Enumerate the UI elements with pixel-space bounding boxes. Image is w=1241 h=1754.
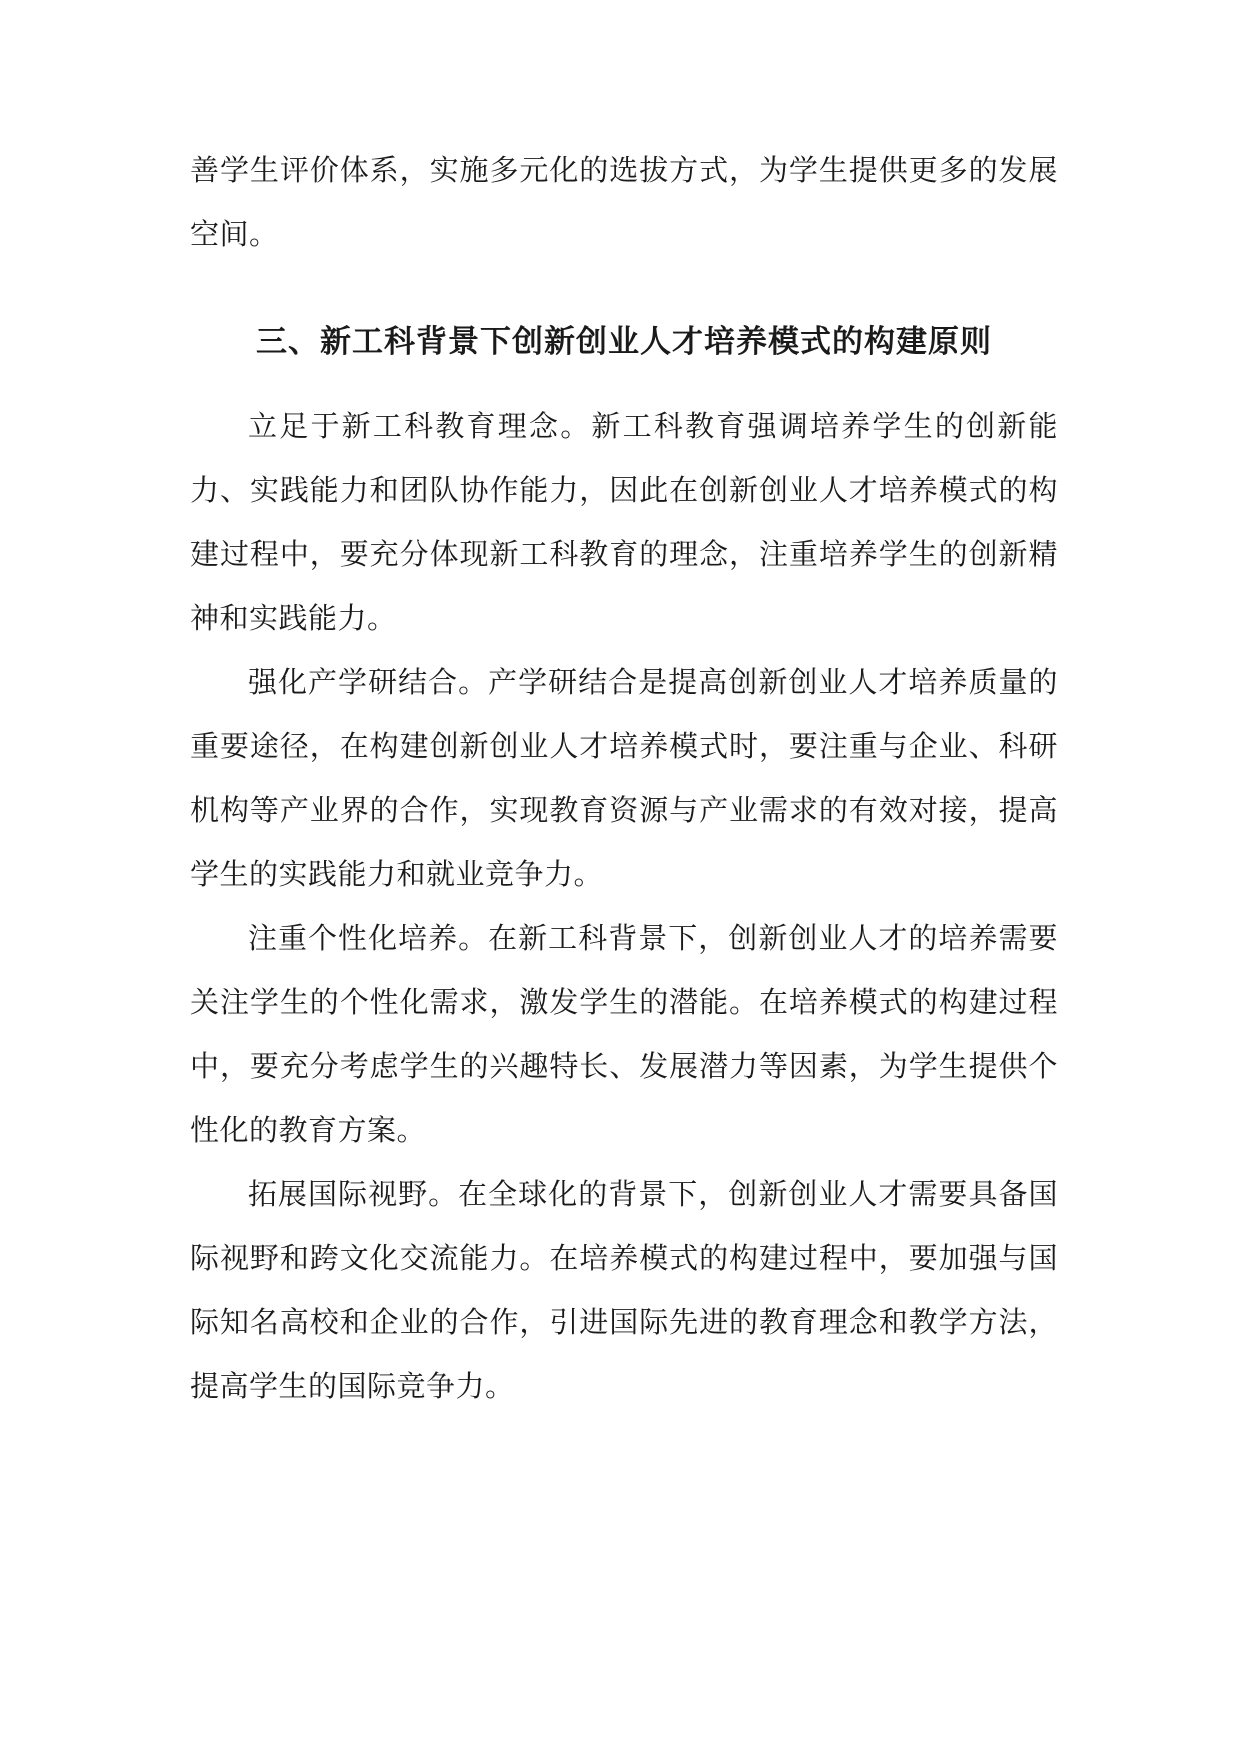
paragraph-principle-2: 强化产学研结合。产学研结合是提高创新创业人才培养质量的重要途径，在构建创新创业人才培养模式时，要注重与企业、科研机构等产业界的合作，实现教育资源与产业需求的有效对接，提高学生的实践能力和就业竞争力。: [190, 665, 1058, 891]
paragraph-principle-4: 拓展国际视野。在全球化的背景下，创新创业人才需要具备国际视野和跨文化交流能力。在培养模式的构建过程中，要加强与国际知名高校和企业的合作，引进国际先进的教育理念和教学方法，提高学生的国际竞争力。: [190, 1177, 1058, 1403]
paragraph-principle-1: 立足于新工科教育理念。新工科教育强调培养学生的创新能力、实践能力和团队协作能力，因此在创新创业人才培养模式的构建过程中，要充分体现新工科教育的理念，注重培养学生的创新精神和实践能力。: [190, 409, 1058, 635]
section-heading: 三、新工科背景下创新创业人才培养模式的构建原则: [256, 324, 992, 360]
continued-paragraph: 善学生评价体系，实施多元化的选拔方式，为学生提供更多的发展空间。: [190, 153, 1058, 251]
paragraph-principle-3: 注重个性化培养。在新工科背景下，创新创业人才的培养需要关注学生的个性化需求，激发学生的潜能。在培养模式的构建过程中，要充分考虑学生的兴趣特长、发展潜力等因素，为学生提供个性化的教育方案。: [190, 921, 1058, 1147]
document-body: [190, 138, 1058, 1418]
